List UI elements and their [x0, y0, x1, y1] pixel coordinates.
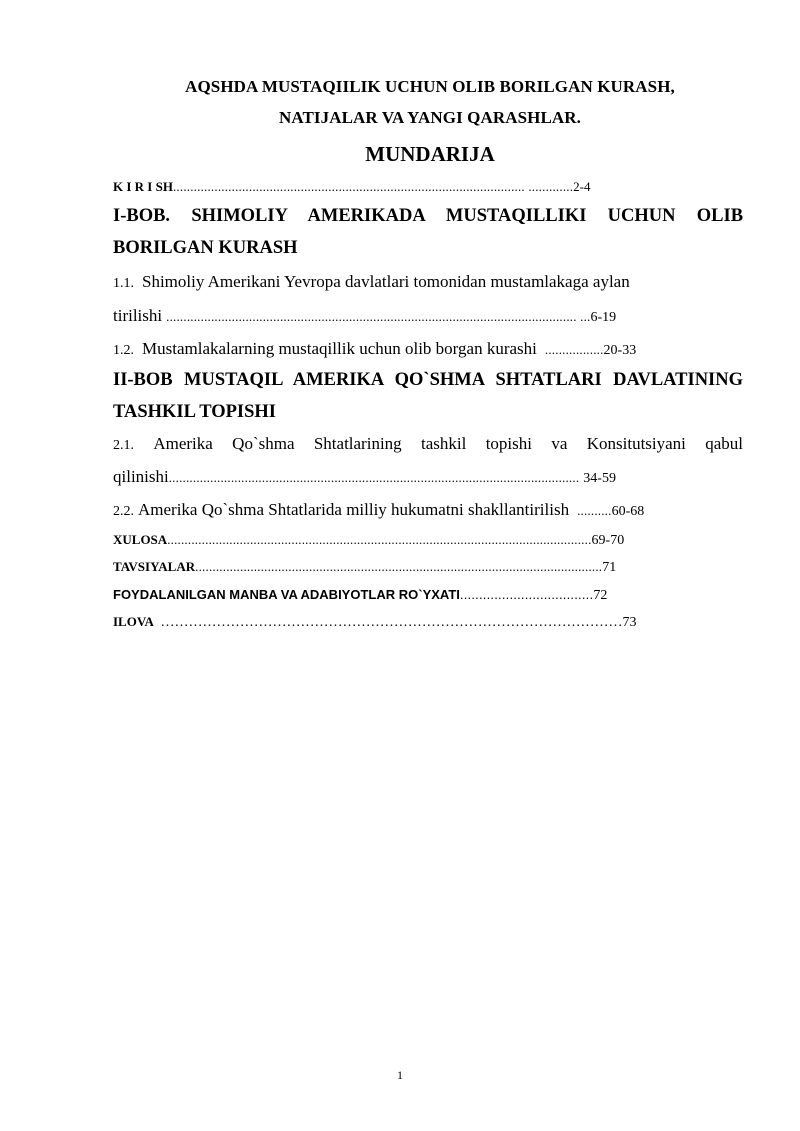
chapter-word: OLIB: [696, 206, 744, 226]
toc-entry-ilova[interactable]: [113, 614, 743, 631]
section-title: Shimoliy Amerikani Yevropa davlatlari tomonidan mustamlakaga aylan: [142, 272, 630, 291]
section-word: Shtatlarining: [313, 434, 402, 453]
toc-page-range: 71: [602, 560, 617, 575]
toc-page-range: 73: [622, 615, 637, 630]
toc-section-2-1-cont[interactable]: [113, 467, 743, 487]
section-title-cont: tirilishi: [113, 306, 163, 325]
toc-leader-dots: ...................................................................................................... .............: [172, 179, 574, 194]
chapter-word: SHIMOLIY: [191, 206, 288, 226]
toc-entry-label: K I R I SH: [113, 179, 173, 194]
toc-page-range: 60-68: [611, 504, 645, 519]
section-word: Qo`shma: [232, 434, 295, 453]
toc-entry-label: ILOVA: [113, 614, 154, 629]
toc-page-range: 20-33: [603, 343, 637, 358]
page-number: 1: [397, 1068, 403, 1082]
toc-section-1-2[interactable]: [113, 339, 743, 359]
toc-page-range: 72: [593, 588, 608, 603]
document-title-line-1: AQSHDA MUSTAQIILIK UCHUN OLIB BORILGAN KURASH,: [185, 77, 675, 96]
toc-entry-label: FOYDALANILGAN MANBA VA ADABIYOTLAR RO`YXATI: [113, 587, 460, 602]
toc-page-range: 2-4: [573, 179, 591, 194]
section-number: 1.2.: [113, 343, 134, 358]
toc-chapter-1-heading[interactable]: [113, 206, 743, 227]
section-title: Amerika Qo`shma Shtatlarida milliy hukumatni shakllantirilish: [138, 500, 570, 519]
toc-page-range: 6-19: [590, 310, 617, 325]
toc-leader-dots: ..........: [577, 503, 612, 518]
document-title-line-2: NATIJALAR VA YANGI QARASHLAR.: [278, 108, 582, 127]
chapter-word: UCHUN: [607, 206, 676, 226]
section-word: topishi: [485, 434, 532, 453]
toc-chapter-2-heading-cont: TASHKIL TOPISHI: [113, 402, 276, 422]
toc-entry-tavsiyalar[interactable]: [113, 559, 743, 576]
toc-leader-dots: .................: [544, 342, 604, 357]
toc-leader-dots: ......................................................................................................................: [195, 559, 603, 574]
section-word: Amerika: [153, 434, 213, 453]
toc-chapter-1-heading-cont: BORILGAN KURASH: [113, 238, 298, 258]
toc-entry-label: XULOSA: [113, 532, 168, 547]
toc-chapter-2-heading[interactable]: II-BOB MUSTAQIL AMERIKA QO`SHMA SHTATLARI DAVLATINING: [113, 370, 743, 390]
toc-page-range: 34-59: [583, 471, 616, 486]
chapter-word: AMERIKADA: [307, 206, 425, 226]
toc-section-1-1[interactable]: [113, 272, 743, 292]
section-number: 2.1.: [113, 438, 134, 453]
section-word: Konsitutsiyani: [586, 434, 686, 453]
section-number: 2.2.: [113, 504, 134, 519]
chapter-word: MUSTAQILLIKI: [445, 206, 587, 226]
toc-entry-kirish[interactable]: [113, 179, 743, 195]
contents-heading: MUNDARIJA: [365, 142, 495, 166]
toc-section-2-1[interactable]: [113, 434, 743, 454]
section-word: tashkil: [421, 434, 467, 453]
toc-leader-dots: .......................................................................................................................: [168, 470, 580, 485]
toc-leader-dots: ………………………………………………………………………………………: [160, 615, 623, 630]
toc-leader-dots: ....................................................................................................................... ...: [166, 309, 591, 324]
toc-entry-label: TAVSIYALAR: [113, 559, 196, 574]
toc-entry-references[interactable]: [113, 587, 743, 604]
section-title: Mustamlakalarning mustaqillik uchun olib borgan kurashi: [142, 339, 537, 358]
toc-section-1-1-cont[interactable]: [113, 306, 743, 326]
section-title-cont: qilinishi: [113, 467, 169, 486]
section-number: 1.1.: [113, 276, 134, 291]
toc-leader-dots: ...................................: [459, 587, 594, 602]
section-word: va: [551, 434, 568, 453]
section-word: qabul: [705, 434, 743, 453]
toc-section-2-2[interactable]: [113, 500, 743, 520]
toc-entry-xulosa[interactable]: [113, 532, 743, 549]
toc-leader-dots: ...........................................................................................................................: [167, 532, 592, 547]
chapter-word: I-BOB.: [113, 206, 171, 226]
toc-page-range: 69-70: [591, 533, 625, 548]
